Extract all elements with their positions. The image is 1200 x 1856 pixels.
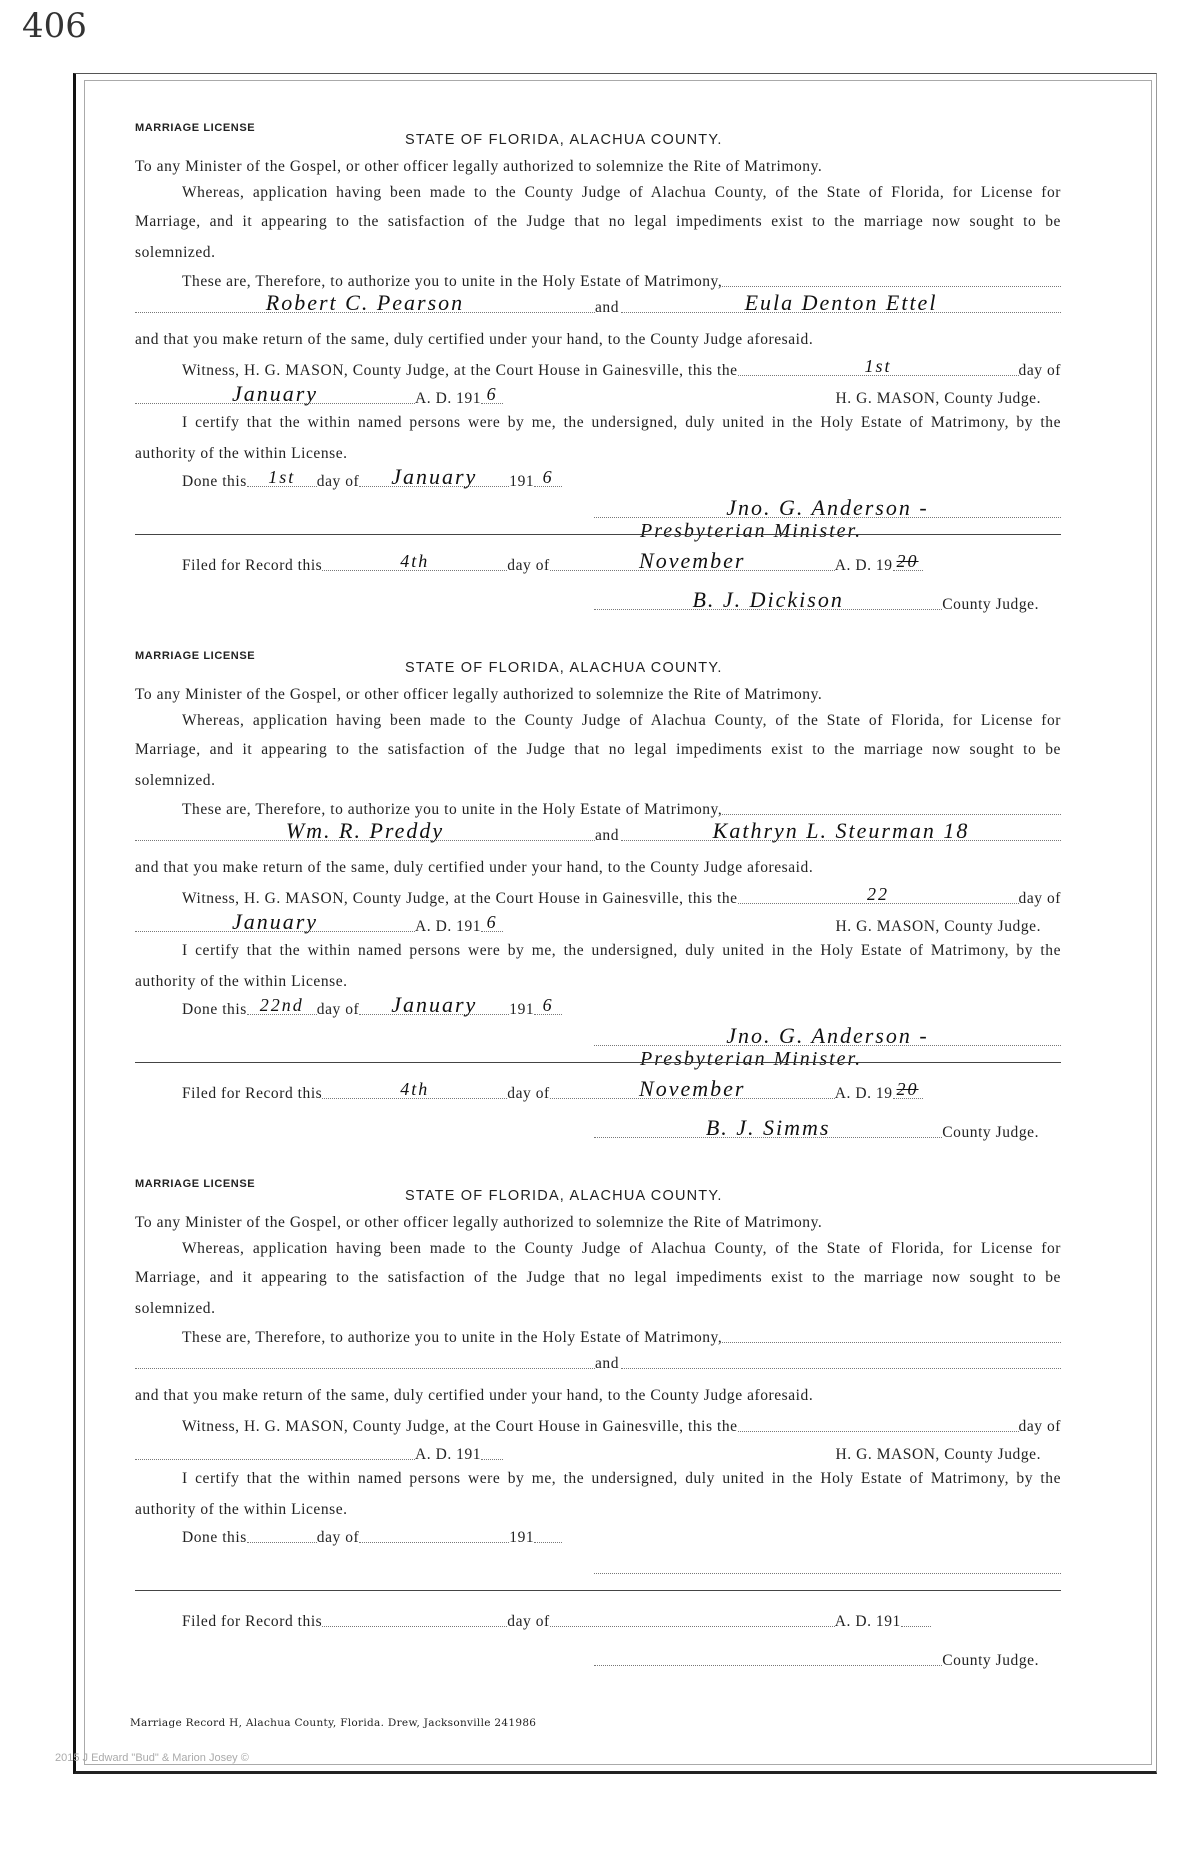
- done-line: [182, 1525, 1061, 1547]
- filed-line: [182, 1609, 1061, 1631]
- month-line: [135, 381, 1061, 408]
- month-line: [135, 1442, 1061, 1464]
- witness-month-blank: [135, 909, 415, 934]
- judge-signature-blank: [594, 1647, 942, 1666]
- filed-ad-text: A. D. 19: [834, 557, 893, 574]
- filed-month-blank: [550, 1608, 835, 1627]
- return-line: and that you make return of the same, duly certified under your hand, to the County Judge aforesaid.: [135, 859, 814, 876]
- county-judge-text: County Judge.: [942, 1652, 1039, 1669]
- minister-signature-blank: [594, 495, 1061, 520]
- witness-year: 6: [486, 912, 498, 932]
- done-day-of-text: day of: [316, 473, 360, 490]
- minister-line: [594, 1556, 1061, 1578]
- filed-year: 20: [896, 1079, 919, 1099]
- groom-name: Robert C. Pearson: [265, 290, 465, 315]
- witness-year-blank: [481, 913, 503, 932]
- filed-day: 4th: [400, 551, 430, 571]
- done-day: 22nd: [259, 995, 304, 1015]
- witness-day-blank: [738, 885, 1019, 904]
- whereas-line: solemnized.: [135, 772, 216, 789]
- authority-line: authority of the within License.: [135, 1501, 348, 1518]
- witness-month-blank: [135, 1441, 415, 1460]
- license-label: MARRIAGE LICENSE: [135, 122, 256, 134]
- bride-name-blank: [621, 818, 1061, 843]
- county-judge-line: [594, 587, 1039, 614]
- return-line: and that you make return of the same, duly certified under your hand, to the County Judge aforesaid.: [135, 331, 814, 348]
- marriage-license-2: [0, 650, 1200, 1178]
- filed-month-blank: [550, 1076, 835, 1101]
- day-of-text: day of: [1018, 1418, 1061, 1435]
- done-year-prefix: 191: [509, 1001, 535, 1018]
- whereas-line: solemnized.: [135, 1300, 216, 1317]
- done-day-of-text: day of: [316, 1001, 360, 1018]
- done-year-blank: [534, 1524, 562, 1543]
- and-text: and: [595, 1355, 620, 1372]
- intro-line: To any Minister of the Gospel, or other officer legally authorized to solemnize the Rite of Matrimony.: [135, 686, 823, 703]
- done-text: Done this: [182, 1529, 247, 1546]
- authorize-text: These are, Therefore, to authorize you to unite in the Holy Estate of Matrimony,: [182, 801, 723, 818]
- certify-line: I certify that the within named persons were by me, the undersigned, duly united in the Holy Estate of Matrimony, by the: [182, 942, 1061, 959]
- filed-year-blank: [901, 1608, 931, 1627]
- witness-line: [182, 1414, 1061, 1436]
- and-text: and: [595, 299, 620, 316]
- county-judge-line: [594, 1115, 1039, 1142]
- filed-day-of-text: day of: [507, 1085, 550, 1102]
- done-month-blank: [359, 1524, 509, 1543]
- day-of-text: day of: [1018, 362, 1061, 379]
- filed-year-blank: [893, 552, 923, 571]
- signature-rule: [135, 534, 1061, 535]
- whereas-line: Marriage, and it appearing to the satisfaction of the Judge that no legal impediments exist to the marriage now sought to be: [135, 213, 1061, 230]
- whereas-line: Marriage, and it appearing to the satisfaction of the Judge that no legal impediments exist to the marriage now sought to be: [135, 741, 1061, 758]
- county-judge-text: County Judge.: [942, 596, 1039, 613]
- filed-year: 20: [896, 551, 919, 571]
- judge-name: H. G. MASON, County Judge.: [835, 390, 1041, 407]
- done-text: Done this: [182, 473, 247, 490]
- witness-day: 22: [867, 884, 890, 904]
- marriage-license-1: [0, 122, 1200, 650]
- month-line: [135, 909, 1061, 936]
- witness-month-blank: [135, 381, 415, 406]
- minister-signature-blank: [594, 1023, 1061, 1048]
- names-line: [135, 1351, 1061, 1373]
- done-year: 6: [542, 467, 554, 487]
- filed-ad-text: A. D. 19: [834, 1085, 893, 1102]
- filed-line: [182, 548, 1061, 575]
- filed-text: Filed for Record this: [182, 1613, 323, 1630]
- names-line: [135, 818, 1061, 845]
- authorize-line: [182, 1325, 1061, 1347]
- groom-name-blank: [135, 290, 595, 315]
- whereas-line: Whereas, application having been made to the County Judge of Alachua County, of the State of Florida, for License for: [182, 1240, 1061, 1257]
- witness-day-blank: [738, 357, 1019, 376]
- filed-day-blank: [322, 1080, 507, 1099]
- filed-year-blank: [893, 1080, 923, 1099]
- witness-text: Witness, H. G. MASON, County Judge, at the Court House in Gainesville, this the: [182, 890, 738, 907]
- minister-signature: Jno. G. Anderson -: [726, 1023, 929, 1048]
- license-label: MARRIAGE LICENSE: [135, 1178, 256, 1190]
- authorize-line: [182, 269, 1061, 291]
- witness-line: [182, 886, 1061, 908]
- bride-name-blank: [621, 1350, 1061, 1369]
- ad-text: A. D. 191: [415, 390, 482, 407]
- witness-month: January: [231, 381, 319, 406]
- filed-ad-text: A. D. 191: [834, 1613, 901, 1630]
- authorize-text: These are, Therefore, to authorize you to unite in the Holy Estate of Matrimony,: [182, 1329, 723, 1346]
- filed-day: 4th: [400, 1079, 430, 1099]
- done-day-blank: [247, 1524, 317, 1543]
- witness-year: 6: [486, 384, 498, 404]
- state-county-title: STATE OF FLORIDA, ALACHUA COUNTY.: [405, 1188, 723, 1204]
- marriage-license-3: [0, 1178, 1200, 1706]
- minister-title: Presbyterian Minister.: [640, 520, 863, 542]
- intro-line: To any Minister of the Gospel, or other officer legally authorized to solemnize the Rite of Matrimony.: [135, 1214, 823, 1231]
- done-day: 1st: [268, 467, 296, 487]
- signature-rule: [135, 1062, 1061, 1063]
- done-year-prefix: 191: [509, 473, 535, 490]
- judge-signature-blank: [594, 1115, 942, 1140]
- filed-line: [182, 1076, 1061, 1103]
- form-footer: Marriage Record H, Alachua County, Florida. Drew, Jacksonville 241986: [130, 1717, 537, 1729]
- witness-month: January: [231, 909, 319, 934]
- done-day-blank: [247, 996, 317, 1015]
- filler-blank: [722, 1324, 1061, 1343]
- minister-signature: Jno. G. Anderson -: [726, 495, 929, 520]
- whereas-line: Marriage, and it appearing to the satisfaction of the Judge that no legal impediments exist to the marriage now sought to be: [135, 1269, 1061, 1286]
- authorize-line: [182, 797, 1061, 819]
- filed-month: November: [639, 548, 746, 573]
- done-year-prefix: 191: [509, 1529, 535, 1546]
- groom-name-blank: [135, 818, 595, 843]
- filed-day-of-text: day of: [507, 1613, 550, 1630]
- filed-day-blank: [322, 552, 507, 571]
- county-judge-text: County Judge.: [942, 1124, 1039, 1141]
- done-day-blank: [247, 468, 317, 487]
- filed-text: Filed for Record this: [182, 557, 323, 574]
- filed-day-blank: [322, 1608, 507, 1627]
- done-year-blank: [534, 468, 562, 487]
- filed-text: Filed for Record this: [182, 1085, 323, 1102]
- done-text: Done this: [182, 1001, 247, 1018]
- done-month: January: [391, 992, 478, 1017]
- done-month-blank: [359, 992, 509, 1017]
- signature-rule: [135, 1590, 1061, 1591]
- filler-blank: [722, 268, 1061, 287]
- filed-month-blank: [550, 548, 835, 573]
- judge-signature-blank: [594, 587, 942, 612]
- witness-text: Witness, H. G. MASON, County Judge, at the Court House in Gainesville, this the: [182, 1418, 738, 1435]
- done-line: [182, 992, 1061, 1019]
- judge-name: H. G. MASON, County Judge.: [835, 1446, 1041, 1463]
- minister-line: [594, 1023, 1061, 1050]
- bride-name: Eula Denton Ettel: [744, 290, 938, 315]
- minister-title: Presbyterian Minister.: [640, 1048, 863, 1070]
- judge-name: H. G. MASON, County Judge.: [835, 918, 1041, 935]
- filed-month: November: [639, 1076, 746, 1101]
- whereas-line: solemnized.: [135, 244, 216, 261]
- judge-signature: B. J. Dickison: [692, 587, 844, 612]
- county-judge-line: [594, 1648, 1039, 1670]
- witness-day-blank: [738, 1413, 1019, 1432]
- done-year-blank: [534, 996, 562, 1015]
- filed-day-of-text: day of: [507, 557, 550, 574]
- copyright-watermark: 2015 J Edward "Bud" & Marion Josey ©: [55, 1752, 249, 1764]
- witness-line: [182, 358, 1061, 380]
- state-county-title: STATE OF FLORIDA, ALACHUA COUNTY.: [405, 132, 723, 148]
- authority-line: authority of the within License.: [135, 445, 348, 462]
- witness-day: 1st: [864, 356, 892, 376]
- done-month-blank: [359, 464, 509, 489]
- done-year: 6: [542, 995, 554, 1015]
- judge-signature: B. J. Simms: [705, 1115, 831, 1140]
- whereas-line: Whereas, application having been made to the County Judge of Alachua County, of the State of Florida, for License for: [182, 712, 1061, 729]
- filler-blank: [722, 796, 1061, 815]
- authority-line: authority of the within License.: [135, 973, 348, 990]
- state-county-title: STATE OF FLORIDA, ALACHUA COUNTY.: [405, 660, 723, 676]
- groom-name-blank: [135, 1350, 595, 1369]
- done-day-of-text: day of: [316, 1529, 360, 1546]
- license-label: MARRIAGE LICENSE: [135, 650, 256, 662]
- ad-text: A. D. 191: [415, 918, 482, 935]
- page-number: 406: [22, 6, 87, 46]
- authorize-text: These are, Therefore, to authorize you to unite in the Holy Estate of Matrimony,: [182, 273, 723, 290]
- minister-signature-blank: [594, 1555, 1061, 1574]
- witness-year-blank: [481, 1441, 503, 1460]
- intro-line: To any Minister of the Gospel, or other officer legally authorized to solemnize the Rite of Matrimony.: [135, 158, 823, 175]
- names-line: [135, 290, 1061, 317]
- bride-name-blank: [621, 290, 1061, 315]
- certify-line: I certify that the within named persons were by me, the undersigned, duly united in the Holy Estate of Matrimony, by the: [182, 1470, 1061, 1487]
- and-text: and: [595, 827, 620, 844]
- witness-year-blank: [481, 385, 503, 404]
- ad-text: A. D. 191: [415, 1446, 482, 1463]
- bride-name: Kathryn L. Steurman 18: [712, 818, 970, 843]
- day-of-text: day of: [1018, 890, 1061, 907]
- groom-name: Wm. R. Preddy: [285, 818, 445, 843]
- certify-line: I certify that the within named persons were by me, the undersigned, duly united in the Holy Estate of Matrimony, by the: [182, 414, 1061, 431]
- minister-line: [594, 495, 1061, 522]
- done-line: [182, 464, 1061, 491]
- done-month: January: [391, 464, 478, 489]
- whereas-line: Whereas, application having been made to the County Judge of Alachua County, of the State of Florida, for License for: [182, 184, 1061, 201]
- return-line: and that you make return of the same, duly certified under your hand, to the County Judge aforesaid.: [135, 1387, 814, 1404]
- witness-text: Witness, H. G. MASON, County Judge, at the Court House in Gainesville, this the: [182, 362, 738, 379]
